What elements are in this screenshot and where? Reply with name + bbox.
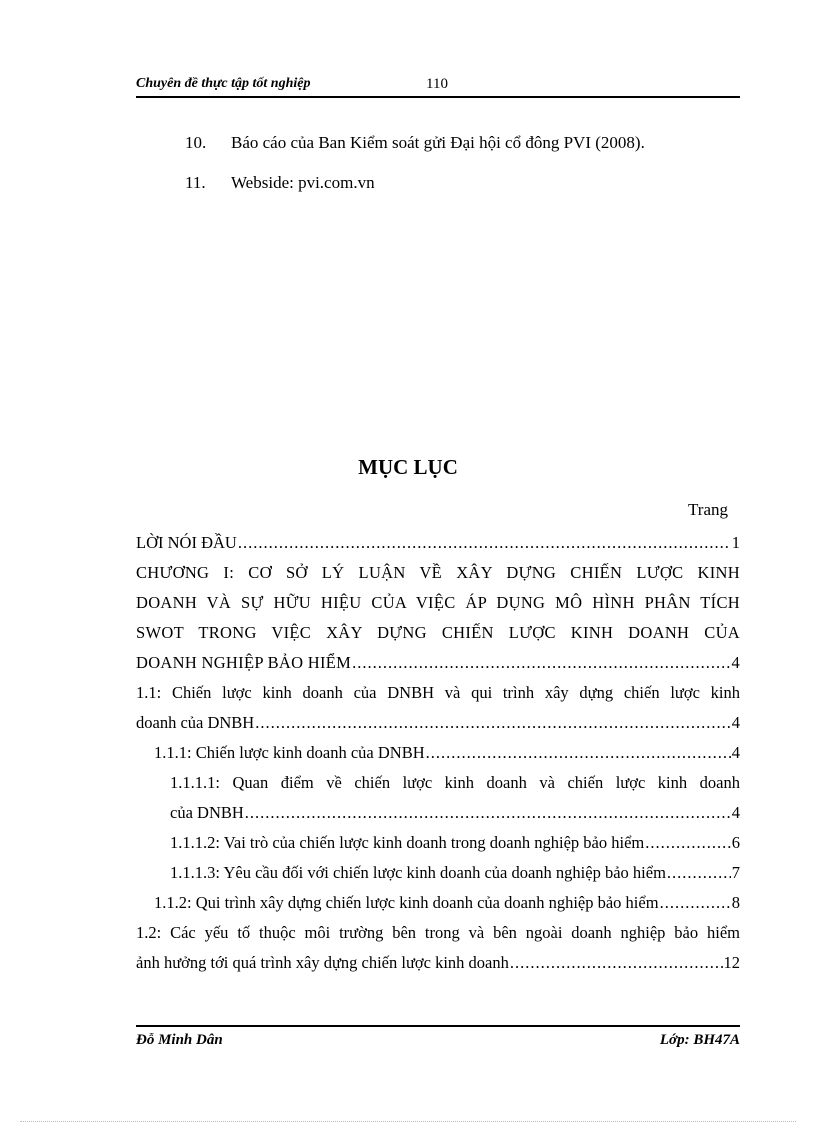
toc-entry[interactable]	[136, 888, 740, 918]
toc-entry-text: doanh của DNBH	[136, 713, 255, 732]
toc-entry[interactable]	[136, 678, 740, 738]
reference-text: Webside: pvi.com.vn	[231, 173, 375, 192]
toc-entry[interactable]	[136, 918, 740, 978]
toc-entry-text: 1.1.1.1: Quan điểm về chiến lược kinh doanh và chiến lược kinh doanh	[170, 773, 740, 792]
toc-entry-text: SWOT TRONG VIỆC XÂY DỰNG CHIẾN LƯỢC KINH DOANH CỦA	[136, 623, 740, 642]
toc-entry-text: DOANH NGHIỆP BẢO HIỂM	[136, 653, 352, 672]
toc-entry-text: CHƯƠNG I: CƠ SỞ LÝ LUẬN VỀ XÂY DỰNG CHIẾN LƯỢC KINH	[136, 563, 740, 582]
toc-entry-text: LỜI NÓI ĐẦU	[136, 533, 237, 552]
page-footer	[136, 1025, 740, 1048]
page-edge-divider	[20, 1121, 796, 1122]
toc-leader-dots	[238, 528, 731, 558]
toc-entry-page: 12	[723, 953, 740, 972]
toc-entry-text: 1.1.1.3: Yêu cầu đối với chiến lược kinh doanh của doanh nghiệp bảo hiểm	[170, 863, 666, 882]
reference-text: Báo cáo của Ban Kiểm soát gửi Đại hội cổ đông PVI (2008).	[231, 133, 645, 152]
toc-entry[interactable]	[136, 828, 740, 858]
toc-leader-dots	[660, 888, 731, 918]
toc-entry-text: của DNBH	[170, 803, 244, 822]
reference-number: 10.	[185, 133, 207, 152]
toc-title: MỤC LỤC	[358, 455, 458, 479]
toc-leader-dots	[510, 948, 723, 978]
toc-entry[interactable]	[136, 528, 740, 558]
reference-number: 11.	[185, 173, 206, 192]
toc-entry-text: 1.1.2: Qui trình xây dựng chiến lược kinh doanh của doanh nghiệp bảo hiểm	[154, 893, 659, 912]
toc-entry[interactable]	[136, 768, 740, 828]
toc-entry-text: ảnh hưởng tới quá trình xây dựng chiến lược kinh doanh	[136, 953, 509, 972]
toc-entry-text: 1.1.1.2: Vai trò của chiến lược kinh doanh trong doanh nghiệp bảo hiểm	[170, 833, 645, 852]
toc-leader-dots	[426, 738, 731, 768]
toc-entry-page: 6	[731, 833, 740, 852]
toc-entry-page: 4	[731, 803, 740, 822]
footer-author: Đỗ Minh Dân	[136, 1032, 223, 1048]
toc-leader-dots	[255, 708, 731, 738]
table-of-contents	[136, 528, 740, 978]
toc-leader-dots	[245, 798, 731, 828]
toc-page-column-label: Trang	[688, 500, 728, 519]
toc-entry-page: 7	[731, 863, 740, 882]
toc-entry-text: 1.1: Chiến lược kinh doanh của DNBH và qui trình xây dựng chiến lược kinh	[136, 683, 740, 702]
page-header	[136, 76, 740, 98]
toc-entry-page: 4	[731, 743, 740, 762]
header-page-number: 110	[426, 76, 448, 92]
toc-entry-text: 1.2: Các yếu tố thuộc môi trường bên trong và bên ngoài doanh nghiệp bảo hiểm	[136, 923, 740, 942]
toc-entry-text: 1.1.1: Chiến lược kinh doanh của DNBH	[154, 743, 425, 762]
toc-entry[interactable]	[136, 558, 740, 678]
header-title: Chuyên đề thực tập tốt nghiệp	[136, 76, 311, 91]
toc-entry[interactable]	[136, 738, 740, 768]
toc-leader-dots	[645, 828, 731, 858]
toc-leader-dots	[667, 858, 731, 888]
reference-item	[185, 173, 375, 193]
toc-entry-page: 4	[731, 713, 740, 732]
toc-entry-page: 8	[731, 893, 740, 912]
toc-entry[interactable]	[136, 858, 740, 888]
toc-entry-page: 4	[731, 653, 740, 672]
footer-class: Lớp: BH47A	[659, 1032, 740, 1048]
toc-leader-dots	[352, 648, 730, 678]
toc-entry-text: DOANH VÀ SỰ HỮU HIỆU CỦA VIỆC ÁP DỤNG MÔ HÌNH PHÂN TÍCH	[136, 593, 740, 612]
reference-item	[185, 133, 645, 153]
toc-entry-page: 1	[731, 533, 740, 552]
